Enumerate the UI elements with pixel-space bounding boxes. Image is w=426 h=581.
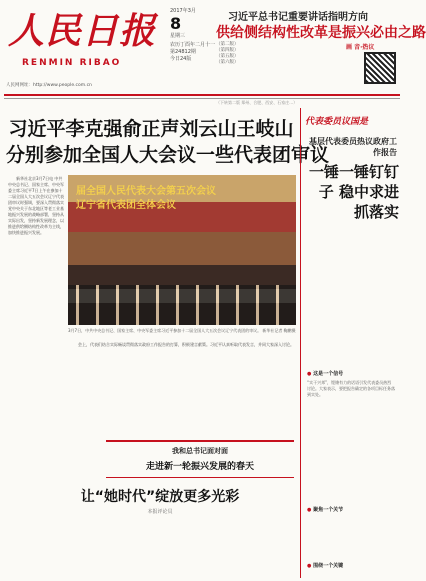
toc-item[interactable]: （第二版）	[216, 42, 239, 47]
lead-paragraph: 新华社北京3月7日电 中共中央总书记、国家主席、中央军委主席习近平7日上午在参加十二届全国人大五次会议辽宁代表团审议时强调，要深入贯彻落实党中央关于东北地区等老工业基地振兴发展的战略部署，坚持从实际出发，坚持新发展理念，以推进供给侧结构性改革为主线，加快推进振兴发展。	[8, 176, 64, 235]
body-paragraph: 会上，代表们结合实际畅谈贯彻落实政府工作报告的打算，积极建言献策。习近平认真听取代表发言，并同大家深入讨论。	[78, 342, 294, 347]
main-headline-line2: 分别参加全国人大会议一些代表团审议	[6, 144, 330, 166]
site-url[interactable]: 人民网网址：http://www.people.com.cn	[6, 83, 92, 88]
main-headline[interactable]	[6, 116, 330, 168]
newspaper-logo: 人民日报	[8, 10, 157, 52]
qr-code-icon[interactable]	[364, 52, 396, 84]
feature-article[interactable]	[40, 486, 280, 515]
featured-box[interactable]	[106, 440, 294, 478]
main-photo[interactable]	[68, 175, 296, 325]
lead-column	[8, 176, 64, 436]
top-kicker: 习近平总书记重要讲话指明方向	[228, 12, 368, 23]
sidebar	[300, 108, 400, 578]
masthead-rule	[4, 94, 400, 96]
feature-byline: 本报评论员	[147, 509, 173, 515]
toc-item[interactable]: （第六版）	[216, 60, 239, 65]
date-box	[170, 8, 220, 63]
lunar-date: 农历丁酉年二月十一	[170, 42, 216, 48]
photo-banner	[76, 185, 292, 213]
photo-caption: 3月7日，中共中央总书记、国家主席、中央军委主席习近平参加十二届全国人大五次会议辽宁代表团的审议。 新华社记者 鞠鹏摄	[68, 328, 296, 333]
body-column	[70, 342, 296, 434]
weekday: 星期三	[170, 33, 186, 39]
photo-banner-line2: 辽宁省代表团全体会议	[76, 200, 176, 211]
photo-attendees	[68, 285, 296, 325]
sidebar-title[interactable]: 一锤一锤钉钉子 稳中求进抓落实	[309, 163, 400, 221]
masthead	[0, 0, 426, 110]
caption-strip: （下转第二版 郑州、合肥、西安、石家庄…）	[216, 100, 298, 105]
sidebar-subtitle: 基层代表委员热议政府工作报告	[309, 137, 397, 157]
feature-title: 让“她时代”绽放更多光彩	[80, 489, 240, 505]
qr-label: 画 音·热议	[346, 44, 375, 51]
sidebar-section-1: ● 这是一个信号	[307, 370, 343, 377]
sidebar-tag: 代表委员议国是	[305, 117, 369, 127]
edition-count: 今日24版	[170, 56, 192, 62]
newspaper-logo-english: RENMIN RIBAO	[22, 58, 122, 68]
toc-item[interactable]: （第四版）	[216, 48, 239, 53]
top-headline[interactable]: 供给侧结构性改革是振兴必由之路	[216, 25, 426, 41]
issue-number: 第24812期	[170, 49, 196, 55]
featured-box-title: 走进新一轮振兴发展的春天	[145, 462, 254, 472]
featured-box-kicker: 我和总书记面对面	[172, 447, 228, 455]
main-headline-line1: 习近平李克强俞正声刘云山王岐山	[8, 118, 294, 140]
sidebar-body: “实干兴邦”，铿锵有力的话语引发代表委员热烈讨论。大家表示，要把报告确定的各项目标任务落到实处。	[307, 380, 395, 397]
toc-item[interactable]: （第五版）	[216, 54, 239, 59]
sidebar-section-2: ● 聚焦一个关节	[307, 506, 343, 513]
masthead-rule-thin	[4, 98, 400, 99]
date-line: 2017年3月	[170, 8, 196, 14]
table-of-contents	[216, 42, 356, 66]
photo-banner-line1: 届全国人民代表大会第五次会议	[76, 186, 216, 197]
sidebar-section-3: ● 围绕一个关键	[307, 562, 343, 569]
date-day: 8	[170, 14, 182, 33]
